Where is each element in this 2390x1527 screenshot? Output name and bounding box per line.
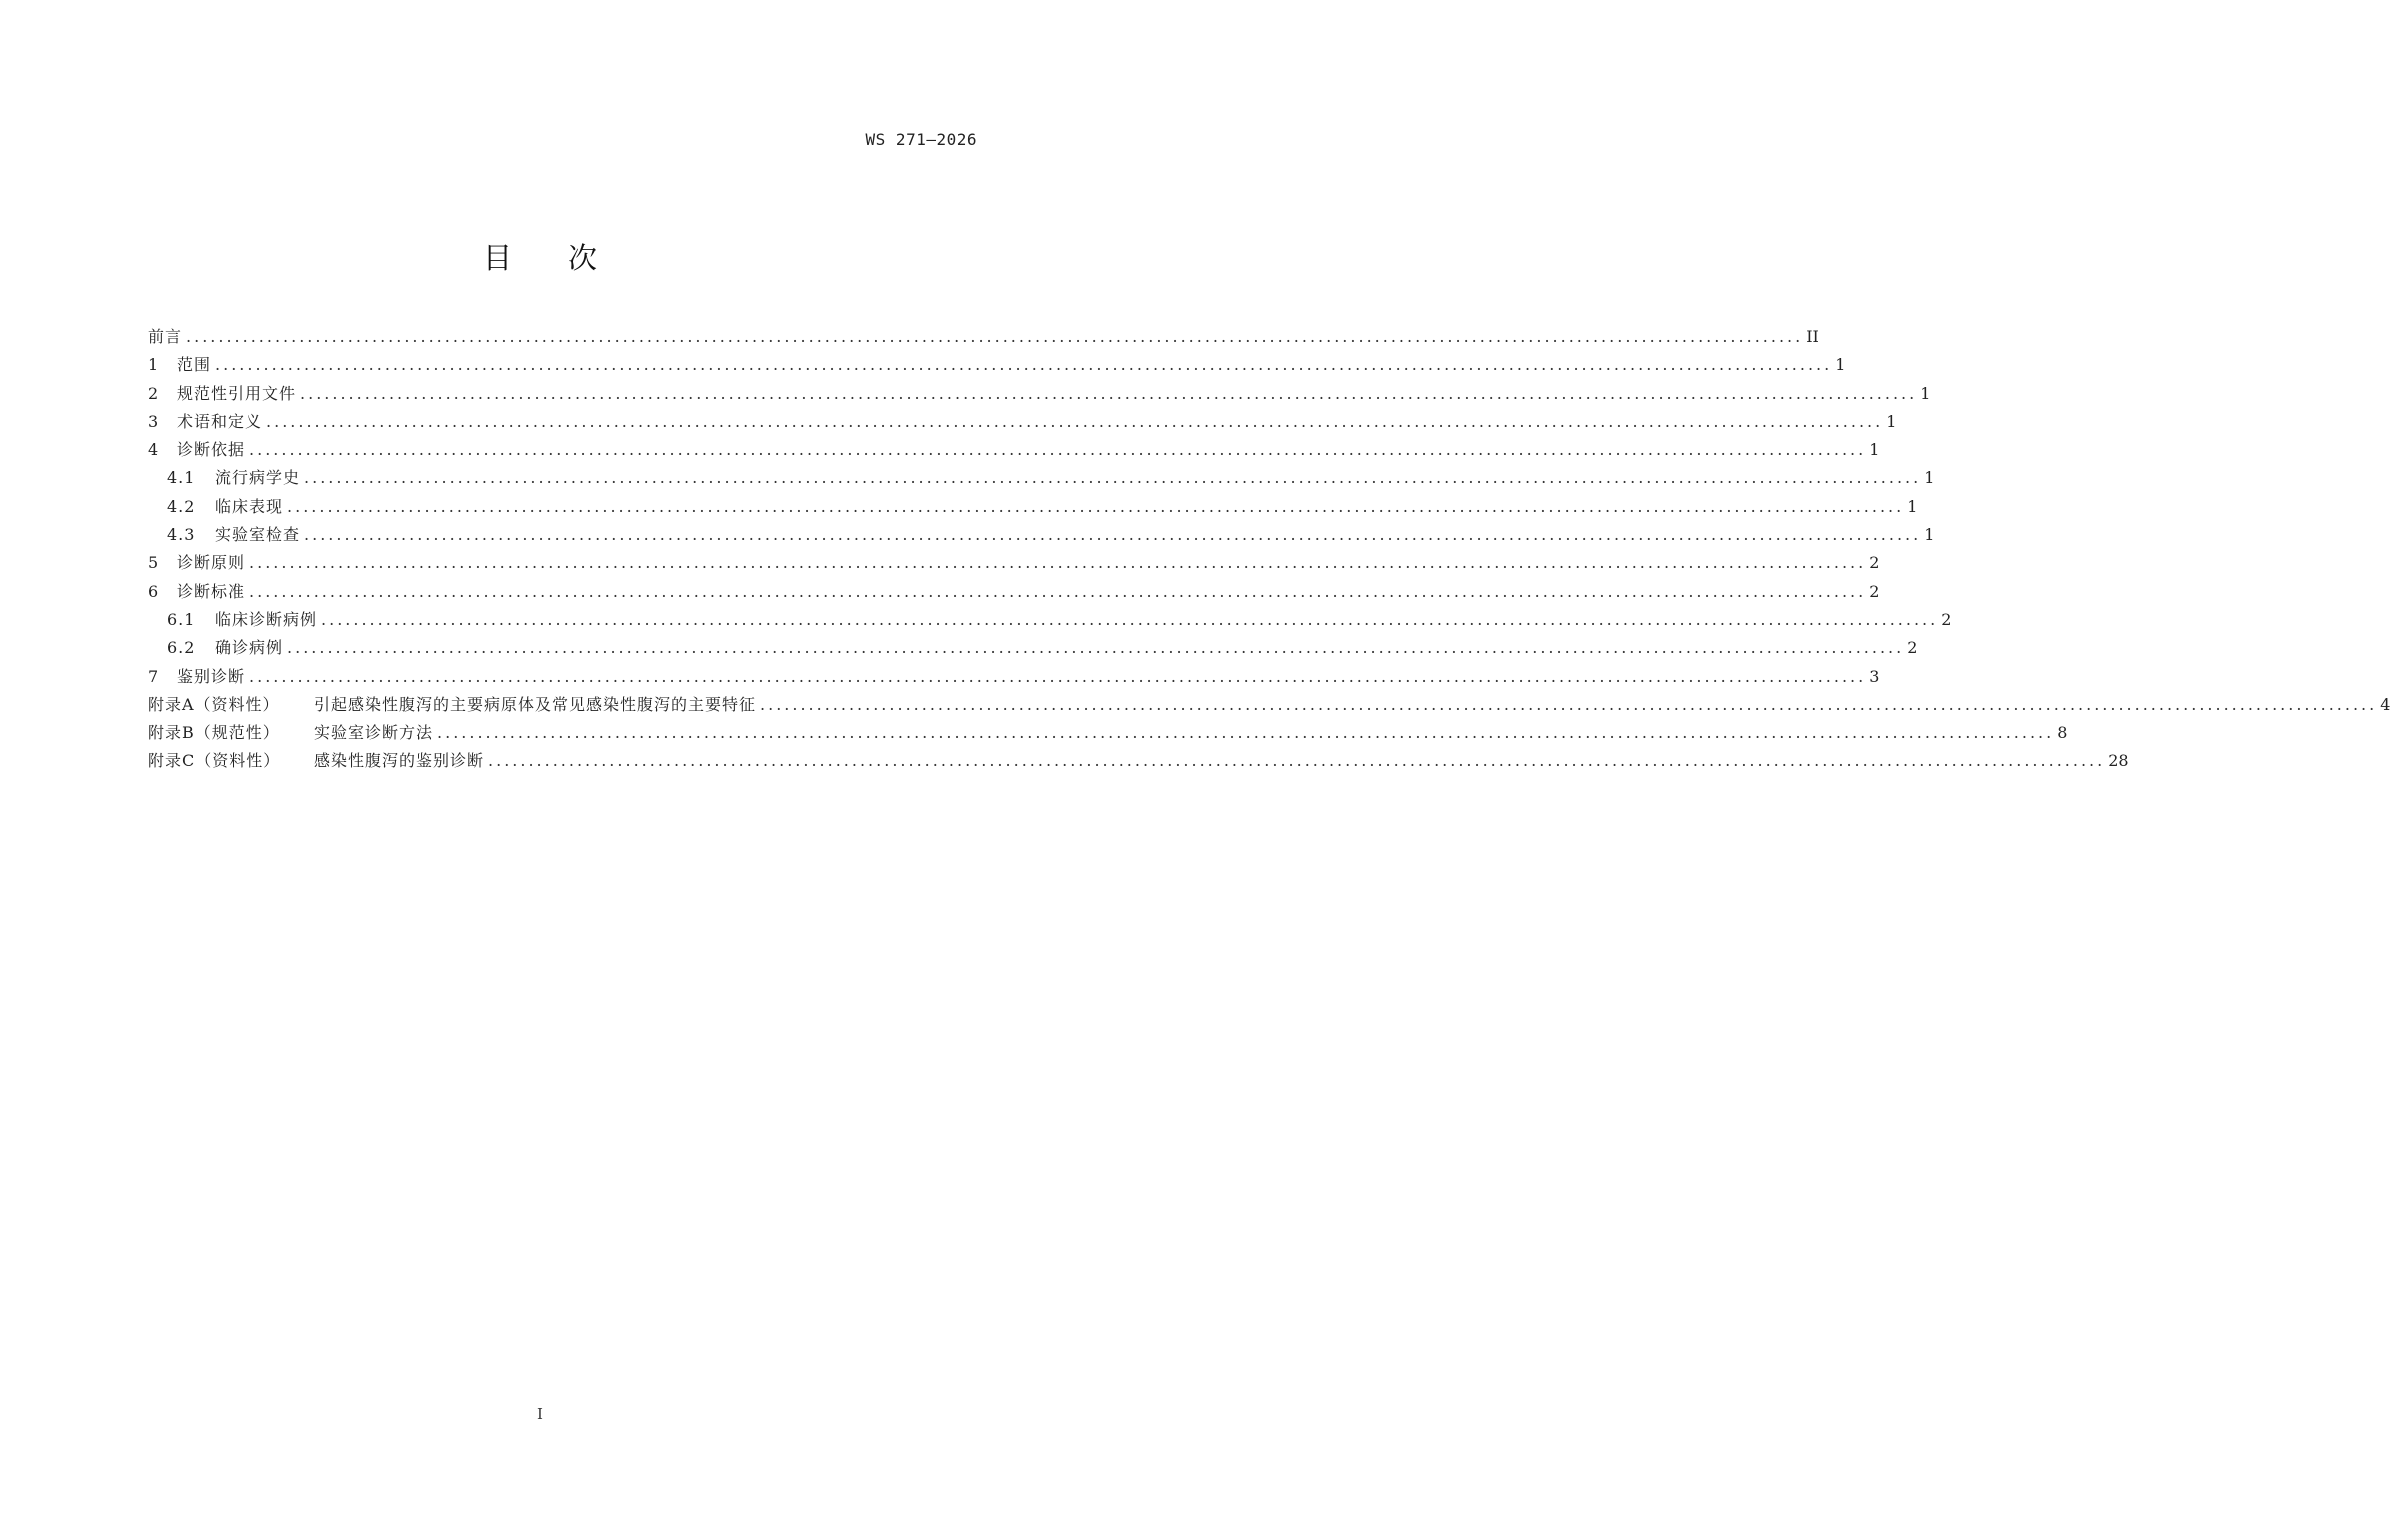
toc-entry-label: 术语和定义 bbox=[177, 411, 263, 431]
dot-leader: ........................................................................................................................................................................................................ bbox=[287, 638, 1905, 658]
toc-entry-number: 4.2 bbox=[167, 496, 196, 516]
toc-annex-entry[interactable] bbox=[148, 720, 2068, 748]
toc-entry-number: 4.1 bbox=[167, 468, 196, 488]
toc-entry-page: 2 bbox=[1869, 553, 1880, 573]
toc-entry-label: 诊断依据 bbox=[177, 440, 246, 460]
dot-leader: ........................................................................................................................................................................................................ bbox=[304, 525, 1922, 545]
toc-entry-label: 实验室检查 bbox=[215, 525, 301, 545]
dot-leader: ........................................................................................................................................................................................................ bbox=[437, 723, 2055, 743]
toc-entry-label: 流行病学史 bbox=[215, 468, 301, 488]
toc-entry-number: 4.3 bbox=[167, 525, 196, 545]
annex-type: 附录B（规范性） bbox=[148, 723, 280, 743]
toc-entry-label: 鉴别诊断 bbox=[177, 666, 246, 686]
toc-entry-page: II bbox=[1806, 327, 1819, 346]
toc-entry[interactable] bbox=[148, 607, 1952, 635]
dot-leader: ........................................................................................................................................................................................................ bbox=[287, 496, 1905, 516]
toc-entry[interactable] bbox=[148, 550, 1880, 578]
annex-type: 附录C（资料性） bbox=[148, 751, 281, 771]
toc-entry-number: 5 bbox=[148, 553, 159, 573]
annex-title: 实验室诊断方法 bbox=[314, 723, 434, 743]
toc-entry-number: 7 bbox=[148, 666, 159, 686]
toc-entry[interactable] bbox=[148, 324, 1819, 352]
toc-entry-page: 2 bbox=[1941, 609, 1952, 629]
toc-entry-page: 2 bbox=[1907, 638, 1918, 658]
dot-leader: ........................................................................................................................................................................................................ bbox=[249, 553, 1867, 573]
toc-entry-label: 确诊病例 bbox=[215, 638, 284, 658]
toc-entry[interactable] bbox=[148, 494, 1918, 522]
toc-entry-number: 1 bbox=[148, 355, 159, 375]
toc-entry[interactable] bbox=[148, 381, 1931, 409]
toc-entry-number: 6.1 bbox=[167, 609, 196, 629]
toc-entry-page: 1 bbox=[1920, 383, 1931, 403]
dot-leader: ........................................................................................................................................................................................................ bbox=[249, 581, 1867, 601]
dot-leader: ........................................................................................................................................................................................................ bbox=[249, 440, 1867, 460]
toc-entry-page: 8 bbox=[2057, 723, 2068, 743]
toc-entry[interactable] bbox=[148, 465, 1935, 493]
toc-entry[interactable] bbox=[148, 352, 1846, 380]
table-of-contents bbox=[148, 324, 2390, 777]
toc-entry-page: 1 bbox=[1835, 355, 1846, 375]
document-code: WS 271—2026 bbox=[865, 130, 977, 149]
toc-entry-page: 1 bbox=[1924, 468, 1935, 488]
toc-entry-page: 1 bbox=[1907, 496, 1918, 516]
toc-entry-label bbox=[148, 692, 756, 715]
dot-leader: ........................................................................................................................................................................................................ bbox=[249, 666, 1867, 686]
toc-entry-label: 临床表现 bbox=[215, 496, 284, 516]
toc-entry-page: 2 bbox=[1869, 581, 1880, 601]
toc-entry-label: 前言 bbox=[148, 327, 183, 346]
dot-leader: ........................................................................................................................................................................................................ bbox=[488, 751, 2106, 771]
dot-leader: ........................................................................................................................................................................................................ bbox=[186, 327, 1804, 346]
toc-entry[interactable] bbox=[148, 664, 1880, 692]
toc-entry-page: 1 bbox=[1886, 411, 1897, 431]
toc-entry-label: 诊断原则 bbox=[177, 553, 246, 573]
toc-entry-label: 诊断标准 bbox=[177, 581, 246, 601]
toc-entry-page: 28 bbox=[2108, 751, 2129, 771]
dot-leader: ........................................................................................................................................................................................................ bbox=[760, 694, 2378, 714]
toc-entry-page: 3 bbox=[1869, 666, 1880, 686]
toc-entry-page: 1 bbox=[1924, 525, 1935, 545]
page-title: 目次 bbox=[482, 241, 653, 275]
toc-entry-page: 4 bbox=[2380, 694, 2390, 714]
annex-title: 感染性腹泻的鉴别诊断 bbox=[314, 751, 485, 771]
toc-annex-entry[interactable] bbox=[148, 748, 2129, 776]
annex-title: 引起感染性腹泻的主要病原体及常见感染性腹泻的主要特征 bbox=[314, 694, 757, 714]
toc-entry-label: 范围 bbox=[177, 355, 212, 375]
toc-annex-entry[interactable] bbox=[148, 692, 2390, 720]
toc-entry[interactable] bbox=[148, 437, 1880, 465]
toc-entry-number: 2 bbox=[148, 383, 159, 403]
toc-entry-label bbox=[148, 720, 433, 743]
toc-entry-label: 临床诊断病例 bbox=[215, 609, 318, 629]
toc-entry-label bbox=[148, 748, 484, 771]
toc-entry[interactable] bbox=[148, 409, 1897, 437]
toc-entry-number: 6 bbox=[148, 581, 159, 601]
toc-entry[interactable] bbox=[148, 579, 1880, 607]
dot-leader: ........................................................................................................................................................................................................ bbox=[321, 609, 1939, 629]
dot-leader: ........................................................................................................................................................................................................ bbox=[266, 411, 1884, 431]
dot-leader: ........................................................................................................................................................................................................ bbox=[304, 468, 1922, 488]
annex-type: 附录A（资料性） bbox=[148, 694, 280, 714]
toc-entry-page: 1 bbox=[1869, 440, 1880, 460]
dot-leader: ........................................................................................................................................................................................................ bbox=[215, 355, 1833, 375]
toc-entry-label: 规范性引用文件 bbox=[177, 383, 297, 403]
page-number: I bbox=[537, 1405, 543, 1423]
toc-entry[interactable] bbox=[148, 522, 1935, 550]
toc-entry-number: 4 bbox=[148, 440, 159, 460]
dot-leader: ........................................................................................................................................................................................................ bbox=[300, 383, 1918, 403]
toc-entry-number: 3 bbox=[148, 411, 159, 431]
toc-entry[interactable] bbox=[148, 635, 1918, 663]
toc-entry-number: 6.2 bbox=[167, 638, 196, 658]
